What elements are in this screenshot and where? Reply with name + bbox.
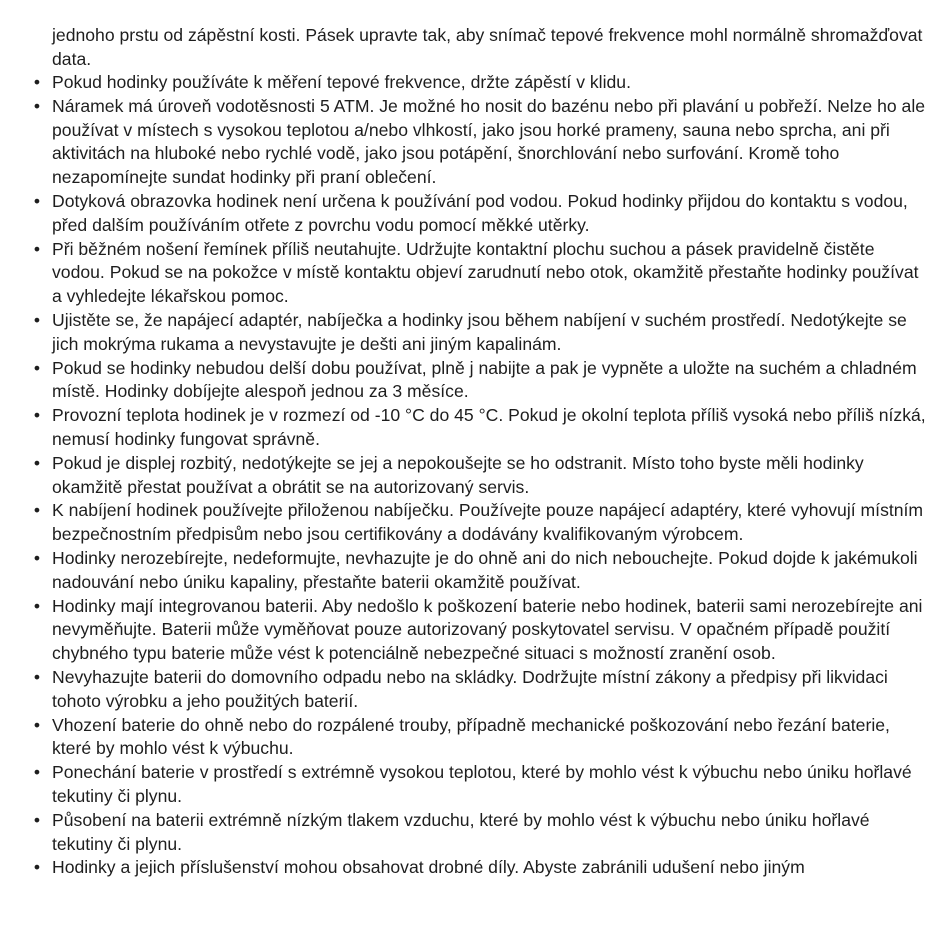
bullet-point-icon: •: [33, 405, 41, 426]
bullet-item: [0, 190, 932, 238]
bullet-item: [0, 452, 932, 500]
bullet-point-icon: •: [33, 595, 41, 616]
bullet-item: [0, 499, 932, 547]
bullet-point-icon: •: [33, 190, 41, 211]
bullet-item: [0, 95, 932, 190]
bullet-text: Dotyková obrazovka hodinek není určena k používání pod vodou. Pokud hodinky přijdou do kontaktu s vodou, před dalším používáním otřete z povrchu vodu pomocí měkké utěrky.: [52, 190, 908, 235]
bullet-text: Pokud hodinky používáte k měření tepové frekvence, držte zápěstí v klidu.: [52, 72, 631, 92]
bullet-text: Při běžném nošení řemínek příliš neutahujte. Udržujte kontaktní plochu suchou a pásek pravidelně čistěte vodou. Pokud se na pokožce v místě kontaktu objeví zarudnutí nebo otok, okamžitě přestaňte hodinky používat a vyhledejte lékařskou pomoc.: [52, 238, 919, 307]
bullet-item: [0, 856, 932, 880]
bullet-item: [0, 357, 932, 405]
bullet-item: [0, 666, 932, 714]
bullet-text: Hodinky nerozebírejte, nedeformujte, nevhazujte je do ohně ani do nich nebouchejte. Pokud dojde k jakémukoli nadouvání nebo úniku kapaliny, přestaňte baterii okamžitě používat.: [52, 547, 918, 592]
bullet-text: Hodinky mají integrovanou baterii. Aby nedošlo k poškození baterie nebo hodinek, baterii sami nerozebírejte ani nevyměňujte. Baterii může vyměňovat pouze autorizovaný poskytovatel servisu. V opačném případě použití chybného typu baterie může vést k potenciálně nebezpečné situaci s možností zranění osob.: [52, 595, 923, 664]
bullet-point-icon: •: [33, 357, 41, 378]
bullet-text: Vhození baterie do ohně nebo do rozpálené trouby, případně mechanické poškozování nebo řezání baterie, které by mohlo vést k výbuchu.: [52, 714, 890, 759]
bullet-point-icon: •: [33, 452, 41, 473]
safety-bullet-list: [0, 71, 932, 880]
bullet-point-icon: •: [33, 309, 41, 330]
bullet-text: Provozní teplota hodinek je v rozmezí od -10 °C do 45 °C. Pokud je okolní teplota příliš vysoká nebo příliš nízká, nemusí hodinky fungovat správně.: [52, 405, 926, 449]
bullet-item: [0, 404, 932, 452]
bullet-text: Hodinky a jejich příslušenství mohou obsahovat drobné díly. Abyste zabránili udušení nebo jiným: [52, 857, 805, 878]
bullet-point-icon: •: [33, 809, 41, 830]
bullet-text: Ponechání baterie v prostředí s extrémně vysokou teplotou, které by mohlo vést k výbuchu nebo úniku hořlavé tekutiny či plynu.: [52, 762, 912, 806]
bullet-text: K nabíjení hodinek používejte přiloženou nabíječku. Používejte pouze napájecí adaptéry, které vyhovují místním bezpečnostním předpisům nebo jsou certifikovány a dodávány kvalifikovaným výrobcem.: [52, 500, 924, 545]
bullet-point-icon: •: [33, 95, 41, 116]
bullet-item: [0, 595, 932, 666]
bullet-point-icon: •: [33, 714, 41, 735]
bullet-point-icon: •: [33, 666, 41, 687]
bullet-item: [0, 809, 932, 857]
bullet-point-icon: •: [33, 547, 41, 568]
bullet-item: [0, 238, 932, 309]
bullet-text: Ujistěte se, že napájecí adaptér, nabíječka a hodinky jsou během nabíjení v suchém prostředí. Nedotýkejte se jich mokrýma rukama a nevystavujte je dešti ani jiným kapalinám.: [52, 309, 907, 354]
bullet-text: Pokud je displej rozbitý, nedotýkejte se jej a nepokoušejte se ho odstranit. Místo toho byste měli hodinky okamžitě přestat používat a obrátit se na autorizovaný servis.: [52, 452, 864, 497]
bullet-point-icon: •: [33, 762, 41, 783]
bullet-item: [0, 714, 932, 762]
continuation-paragraph: jednoho prstu od zápěstní kosti. Pásek upravte tak, aby snímač tepové frekvence mohl normálně shromažďovat data.: [52, 25, 923, 69]
bullet-text: Pokud se hodinky nebudou delší dobu používat, plně j nabijte a pak je vypněte a uložte na suchém a chladném místě. Hodinky dobíjejte alespoň jednou za 3 měsíce.: [52, 357, 917, 402]
bullet-item: [0, 547, 932, 595]
bullet-point-icon: •: [33, 72, 41, 92]
bullet-item: [0, 71, 932, 95]
bullet-item: [0, 309, 932, 357]
bullet-point-icon: •: [33, 857, 41, 878]
bullet-point-icon: •: [33, 238, 41, 259]
bullet-text: Nevyhazujte baterii do domovního odpadu nebo na skládky. Dodržujte místní zákony a předpisy při likvidaci tohoto výrobku a jeho použitých baterií.: [52, 666, 888, 711]
bullet-item: [0, 761, 932, 809]
bullet-point-icon: •: [33, 500, 41, 521]
bullet-text: Působení na baterii extrémně nízkým tlakem vzduchu, které by mohlo vést k výbuchu nebo úniku hořlavé tekutiny či plynu.: [52, 809, 870, 854]
bullet-text: Náramek má úroveň vodotěsnosti 5 ATM. Je možné ho nosit do bazénu nebo při plavání u pobřeží. Nelze ho ale používat v místech s vysokou teplotou a/nebo vlhkostí, jako jsou horké prameny, sauna nebo sprcha, ani při aktivitách na hluboké nebo rychlé vodě, jako jsou potápění, šnorchlování nebo surfování. Kromě toho nezapomínejte sundat hodinky při praní oblečení.: [52, 95, 926, 188]
